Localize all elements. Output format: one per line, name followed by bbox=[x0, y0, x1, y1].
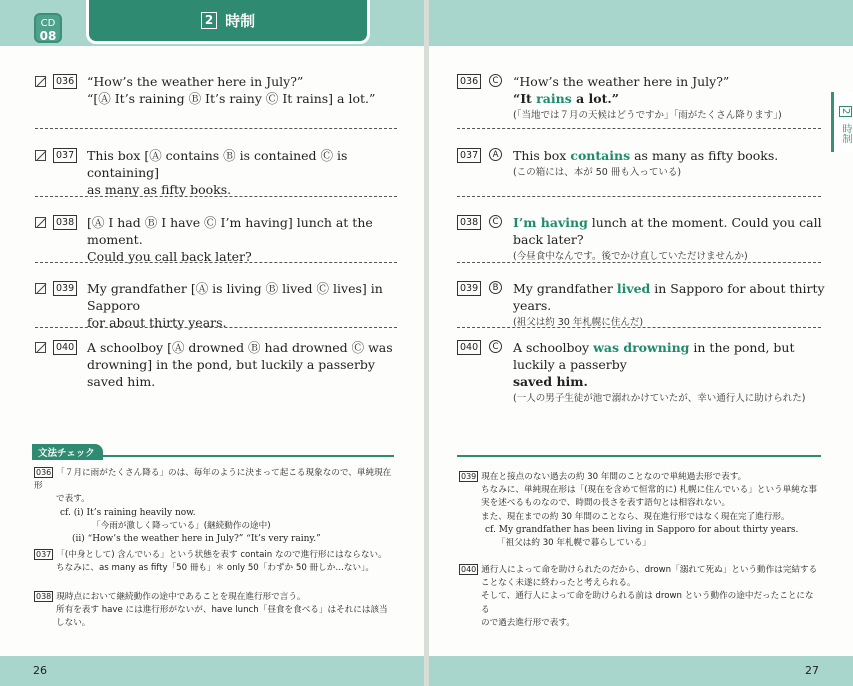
answer-highlight: rains bbox=[536, 91, 572, 106]
answer-038 bbox=[457, 214, 825, 265]
side-index-tab bbox=[831, 92, 853, 152]
explanation-line: 現在と接点のない過去の約 30 年間のことなので単純過去形で表す。 bbox=[481, 472, 747, 482]
explanation-036 bbox=[34, 466, 396, 546]
answer-text: This box bbox=[513, 148, 571, 163]
question-037 bbox=[35, 147, 397, 198]
explanation-example: (ii) “How’s the weather here in July?” “It’s very rainy.” bbox=[72, 534, 321, 545]
explanation-line: 通行人によって命を助けられたのだから、drown「溺れて死ぬ」という動作は完結する bbox=[481, 565, 818, 575]
checkbox-icon[interactable] bbox=[35, 217, 46, 228]
divider bbox=[457, 196, 821, 197]
answer-text: “It bbox=[513, 91, 537, 106]
answer-number: 040 bbox=[457, 340, 481, 355]
side-title: 時制 bbox=[840, 123, 851, 144]
answer-line bbox=[513, 147, 825, 164]
explanation-number: 038 bbox=[36, 592, 52, 601]
checkbox-icon[interactable] bbox=[35, 342, 46, 353]
explanation-example: cf. (i) It’s raining heavily now. bbox=[60, 507, 196, 518]
answer-number: 038 bbox=[457, 215, 481, 230]
question-number: 040 bbox=[53, 340, 77, 355]
explanation-040 bbox=[459, 563, 821, 630]
answer-040 bbox=[457, 339, 825, 407]
answer-text: in Sapporo for about thirty years. bbox=[513, 281, 825, 313]
section-rule bbox=[457, 455, 821, 457]
explanation-line: そして、通行人によって命を助けられる前は drown という動作の途中だったことになる bbox=[481, 591, 814, 615]
answer-line bbox=[513, 214, 825, 248]
question-line: for about thirty years. bbox=[87, 315, 227, 330]
divider bbox=[35, 327, 397, 328]
translation: (「当地では７月の天候はどうですか」「雨がたくさん降ります」) bbox=[513, 110, 782, 121]
explanation-number: 040 bbox=[461, 565, 477, 574]
explanation-line: 「(中身として) 含んでいる」という状態を表す contain なので進行形にはならない。 bbox=[56, 550, 387, 560]
answer-text: lunch at the moment. Could you call back later? bbox=[513, 215, 822, 247]
question-number: 037 bbox=[53, 148, 77, 163]
bottom-band-right bbox=[429, 656, 853, 686]
answer-text: A schoolboy bbox=[513, 340, 594, 355]
answer-choice-badge: A bbox=[489, 148, 502, 161]
question-line: Could you call back later? bbox=[87, 249, 252, 264]
cd-label: CD bbox=[40, 18, 56, 29]
answer-number: 039 bbox=[457, 281, 481, 296]
checkbox-icon[interactable] bbox=[35, 150, 46, 161]
explanation-039 bbox=[459, 470, 821, 550]
answer-choice-badge: C bbox=[489, 215, 502, 228]
answer-line bbox=[513, 339, 825, 373]
side-number: 2 bbox=[840, 108, 851, 115]
explanation-line: 「祖父は約 30 年札幌で暮らしている」 bbox=[497, 538, 651, 549]
chapter-number: 2 bbox=[201, 12, 217, 29]
answer-line bbox=[513, 90, 825, 107]
question-040 bbox=[35, 339, 397, 390]
answer-037 bbox=[457, 147, 825, 181]
answer-number: 036 bbox=[457, 74, 481, 89]
question-038 bbox=[35, 214, 397, 265]
question-number: 038 bbox=[53, 215, 77, 230]
answer-text: a lot.” bbox=[571, 91, 619, 106]
translation: (祖父は約 30 年札幌に住んだ) bbox=[513, 317, 644, 328]
answer-036 bbox=[457, 73, 825, 124]
divider bbox=[457, 327, 821, 328]
translation: (今昼食中なんです。後でかけ直していただけませんか) bbox=[513, 251, 748, 262]
checkbox-icon[interactable] bbox=[35, 283, 46, 294]
divider bbox=[35, 196, 397, 197]
explanation-number: 039 bbox=[461, 472, 477, 481]
question-line: My grandfather [Ⓐ is living Ⓑ lived Ⓒ lives] in Sapporo bbox=[87, 281, 383, 313]
explanation-line: 「今雨が激しく降っている」(継続動作の途中) bbox=[92, 520, 271, 531]
explanation-line: また、現在までの約 30 年間のことなら、現在進行形ではなく現在完了進行形。 bbox=[481, 511, 790, 522]
translation: (一人の男子生徒が池で溺れかけていたが、幸い通行人に助けられた) bbox=[513, 393, 806, 404]
checkbox-icon[interactable] bbox=[35, 76, 46, 87]
question-number: 036 bbox=[53, 74, 77, 89]
divider bbox=[457, 262, 821, 263]
top-band-right bbox=[429, 0, 853, 46]
page-number-left: 26 bbox=[33, 664, 47, 677]
chapter-title: 時制 bbox=[225, 12, 256, 30]
question-line: “How’s the weather here in July?” bbox=[87, 74, 304, 89]
answer-039 bbox=[457, 280, 825, 331]
question-039 bbox=[35, 280, 397, 331]
bottom-band-left bbox=[0, 656, 424, 686]
divider bbox=[35, 262, 397, 263]
answer-line: saved him. bbox=[513, 374, 588, 389]
answer-text: My grandfather bbox=[513, 281, 617, 296]
answer-highlight: was drowning bbox=[593, 340, 690, 355]
question-number: 039 bbox=[53, 281, 77, 296]
question-line: as many as fifty books. bbox=[87, 182, 232, 197]
explanation-number: 037 bbox=[36, 550, 52, 559]
explanation-line: 現時点において継続動作の途中であることを現在進行形で言う。 bbox=[56, 592, 306, 602]
answer-highlight: contains bbox=[570, 148, 631, 163]
question-line: A schoolboy [Ⓐ drowned Ⓑ had drowned Ⓒ was bbox=[87, 340, 393, 355]
divider bbox=[457, 128, 821, 129]
grammar-check-header bbox=[32, 441, 394, 457]
explanation-line: 「７月に雨がたくさん降る」のは、毎年のように決まって起こる現象なので、単純現在形 bbox=[34, 468, 392, 492]
question-line: [Ⓐ I had Ⓑ I have Ⓒ I’m having] lunch at the moment. bbox=[87, 215, 373, 247]
question-line: drowning] in the pond, but luckily a passerby saved him. bbox=[87, 357, 375, 389]
answer-number: 037 bbox=[457, 148, 481, 163]
explanation-line: ので過去進行形で表す。 bbox=[481, 617, 575, 628]
cd-number: 08 bbox=[39, 29, 57, 43]
question-036 bbox=[35, 73, 397, 107]
explanation-line: 所有を表す have には進行形がないが、have lunch「昼食を食べる」はそれには該当しない。 bbox=[56, 605, 388, 629]
explanation-example: cf. My grandfather has been living in Sapporo for about thirty years. bbox=[485, 524, 799, 535]
translation: (この箱には、本が 50 冊も入っている) bbox=[513, 167, 682, 178]
cd-track-badge bbox=[34, 13, 62, 43]
explanation-line: ちなみに、as many as fifty「50 冊も」＊ only 50「わずか 50 冊しか…ない」。 bbox=[56, 563, 375, 574]
question-line: “[Ⓐ It’s raining Ⓑ It’s rainy Ⓒ It rains] a lot.” bbox=[87, 91, 376, 106]
divider bbox=[35, 128, 397, 129]
answer-choice-badge: B bbox=[489, 281, 502, 294]
answer-text: as many as fifty books. bbox=[630, 148, 779, 163]
answer-line bbox=[513, 280, 825, 314]
explanation-number: 036 bbox=[36, 468, 52, 477]
chapter-header bbox=[86, 0, 370, 44]
answer-highlight: lived bbox=[616, 281, 651, 296]
explanation-line: 実を述べるものなので、時間の長さを表す語句とは相容れない。 bbox=[481, 498, 731, 509]
explanation-037 bbox=[34, 548, 396, 575]
answer-line: “How’s the weather here in July?” bbox=[513, 74, 730, 89]
page-number-right: 27 bbox=[805, 664, 819, 677]
answer-choice-badge: C bbox=[489, 74, 502, 87]
explanation-line: ちなみに、単純現在形は「(現在を含めて恒常的に) 札幌に住んでいる」という単純な事 bbox=[481, 485, 818, 496]
answer-highlight: I’m having bbox=[513, 215, 588, 230]
explanation-line: ことなく未遂に終わったと考えられる。 bbox=[481, 578, 636, 589]
question-line: This box [Ⓐ contains Ⓑ is contained Ⓒ is containing] bbox=[87, 148, 348, 180]
explanation-line: で表す。 bbox=[56, 494, 90, 505]
grammar-check-title: 文法チェック bbox=[32, 444, 103, 460]
answer-text: in the pond, but luckily a passerby bbox=[513, 340, 795, 372]
explanation-038 bbox=[34, 590, 396, 631]
answer-choice-badge: C bbox=[489, 340, 502, 353]
